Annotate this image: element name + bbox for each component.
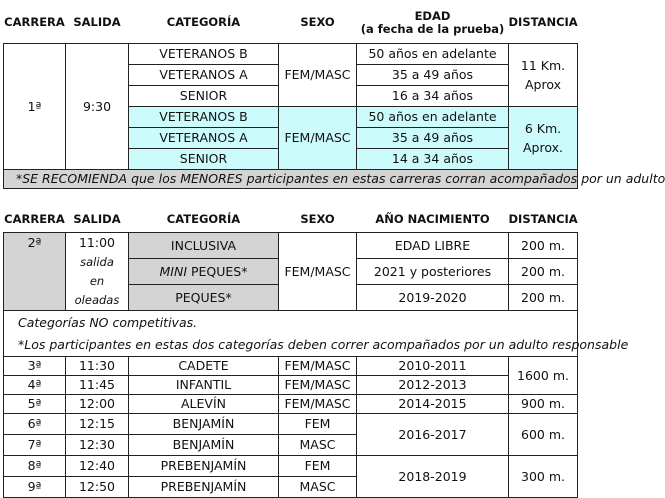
nacimiento-cell: 2012-2013 bbox=[357, 375, 509, 394]
header-carrera: CARRERA bbox=[4, 15, 65, 30]
carrera-cell: 6ª bbox=[4, 413, 66, 434]
carrera-cell: 9ª bbox=[4, 476, 66, 497]
sexo-cell: FEM/MASC bbox=[279, 232, 357, 310]
header-sexo: SEXO bbox=[300, 15, 335, 30]
carrera-cell: 3ª bbox=[4, 356, 66, 375]
header-carrera: CARRERA bbox=[4, 212, 65, 227]
salida-cell: 11:30 bbox=[66, 356, 129, 375]
header-edad-title: EDAD bbox=[414, 8, 451, 23]
sexo-cell: MASC bbox=[279, 476, 357, 497]
table-row bbox=[4, 232, 578, 258]
sexo-cell: FEM/MASC bbox=[279, 375, 357, 394]
edad-cell: 35 a 49 años bbox=[357, 127, 509, 148]
categoria-cell: PREBENJAMÍN bbox=[129, 476, 279, 497]
edad-cell: 35 a 49 años bbox=[357, 64, 509, 85]
edad-cell: 14 a 34 años bbox=[357, 148, 509, 169]
salida-cell: 12:15 bbox=[66, 413, 129, 434]
distancia-cell: 200 m. bbox=[509, 284, 578, 310]
categoria-cell: PEQUES* bbox=[129, 284, 279, 310]
salida-cell: 12:50 bbox=[66, 476, 129, 497]
table-row bbox=[4, 43, 578, 64]
salida-time: 11:00 bbox=[78, 234, 116, 250]
table-row bbox=[4, 394, 578, 413]
carrera-cell: 8ª bbox=[4, 455, 66, 476]
race-table-youth bbox=[3, 208, 629, 498]
race-table-adults bbox=[3, 3, 665, 189]
header-distancia: DISTANCIA bbox=[508, 212, 578, 227]
distancia-cell: 1600 m. bbox=[509, 356, 578, 394]
header-nacimiento: AÑO NACIMIENTO bbox=[375, 212, 490, 227]
categoria-cell: VETERANOS B bbox=[129, 106, 279, 127]
salida-note: salida en oleadas bbox=[74, 254, 120, 307]
distancia-cell: 600 m. bbox=[509, 413, 578, 455]
table-row bbox=[4, 455, 578, 476]
note-row bbox=[4, 310, 578, 334]
sexo-cell: FEM/MASC bbox=[279, 106, 357, 169]
salida-cell: 12:40 bbox=[66, 455, 129, 476]
table-row bbox=[4, 375, 578, 394]
accompaniment-note: *Los participantes en estas dos categorías deben correr acompañados por un adulto responsable bbox=[4, 334, 578, 356]
header-salida: SALIDA bbox=[73, 212, 121, 227]
distancia-cell: 11 Km. Aprox bbox=[509, 43, 578, 106]
salida-cell bbox=[66, 232, 129, 310]
categoria-cell: ALEVÍN bbox=[129, 394, 279, 413]
salida-cell: 12:00 bbox=[66, 394, 129, 413]
categoria-cell: VETERANOS A bbox=[129, 127, 279, 148]
categoria-mini: MINI bbox=[159, 263, 188, 279]
nacimiento-cell: EDAD LIBRE bbox=[357, 232, 509, 258]
categoria-cell: INCLUSIVA bbox=[129, 232, 279, 258]
distancia-cell: 900 m. bbox=[509, 394, 578, 413]
nacimiento-cell: 2019-2020 bbox=[357, 284, 509, 310]
sexo-cell: FEM/MASC bbox=[279, 394, 357, 413]
note-row bbox=[4, 169, 578, 188]
nacimiento-cell: 2021 y posteriores bbox=[357, 258, 509, 284]
distancia-cell: 300 m. bbox=[509, 455, 578, 497]
header-categoria: CATEGORÍA bbox=[166, 212, 241, 227]
nacimiento-cell: 2014-2015 bbox=[357, 394, 509, 413]
header-edad-subtitle: (a fecha de la prueba) bbox=[360, 21, 505, 36]
categoria-cell: PREBENJAMÍN bbox=[129, 455, 279, 476]
carrera-cell: 2ª bbox=[4, 232, 66, 310]
sexo-cell: FEM/MASC bbox=[279, 43, 357, 106]
edad-cell: 50 años en adelante bbox=[357, 43, 509, 64]
categoria-cell: BENJAMÍN bbox=[129, 413, 279, 434]
table-header-row bbox=[4, 3, 578, 43]
distancia-cell: 200 m. bbox=[509, 232, 578, 258]
header-edad bbox=[357, 3, 509, 43]
header-sexo: SEXO bbox=[300, 212, 335, 227]
carrera-cell: 1ª bbox=[4, 43, 66, 169]
nacimiento-cell: 2018-2019 bbox=[357, 455, 509, 497]
salida-cell: 12:30 bbox=[66, 434, 129, 455]
header-salida: SALIDA bbox=[73, 15, 121, 30]
categoria-cell: INFANTIL bbox=[129, 375, 279, 394]
table-row bbox=[4, 413, 578, 434]
recommendation-note: *SE RECOMIENDA que los MENORES participantes en estas carreras corran acompañados por un adulto bbox=[4, 169, 578, 188]
categoria-cell: VETERANOS B bbox=[129, 43, 279, 64]
sexo-cell: FEM bbox=[279, 455, 357, 476]
nacimiento-cell: 2010-2011 bbox=[357, 356, 509, 375]
note-row bbox=[4, 334, 578, 356]
categoria-cell bbox=[129, 258, 279, 284]
categoria-cell: BENJAMÍN bbox=[129, 434, 279, 455]
sexo-cell: FEM bbox=[279, 413, 357, 434]
categoria-peques: PEQUES* bbox=[187, 263, 248, 279]
categoria-cell: CADETE bbox=[129, 356, 279, 375]
categoria-cell: SENIOR bbox=[129, 85, 279, 106]
sexo-cell: MASC bbox=[279, 434, 357, 455]
non-competitive-note: Categorías NO competitivas. bbox=[4, 310, 578, 334]
table-header-row bbox=[4, 208, 578, 232]
edad-cell: 16 a 34 años bbox=[357, 85, 509, 106]
distancia-cell: 200 m. bbox=[509, 258, 578, 284]
header-categoria: CATEGORÍA bbox=[166, 15, 241, 30]
nacimiento-cell: 2016-2017 bbox=[357, 413, 509, 455]
categoria-cell: VETERANOS A bbox=[129, 64, 279, 85]
salida-cell: 11:45 bbox=[66, 375, 129, 394]
edad-cell: 50 años en adelante bbox=[357, 106, 509, 127]
sexo-cell: FEM/MASC bbox=[279, 356, 357, 375]
distancia-cell: 6 Km. Aprox. bbox=[509, 106, 578, 169]
header-distancia: DISTANCIA bbox=[508, 15, 578, 30]
carrera-cell: 4ª bbox=[4, 375, 66, 394]
carrera-cell: 7ª bbox=[4, 434, 66, 455]
categoria-cell: SENIOR bbox=[129, 148, 279, 169]
salida-cell: 9:30 bbox=[66, 43, 129, 169]
table-row bbox=[4, 356, 578, 375]
carrera-cell: 5ª bbox=[4, 394, 66, 413]
